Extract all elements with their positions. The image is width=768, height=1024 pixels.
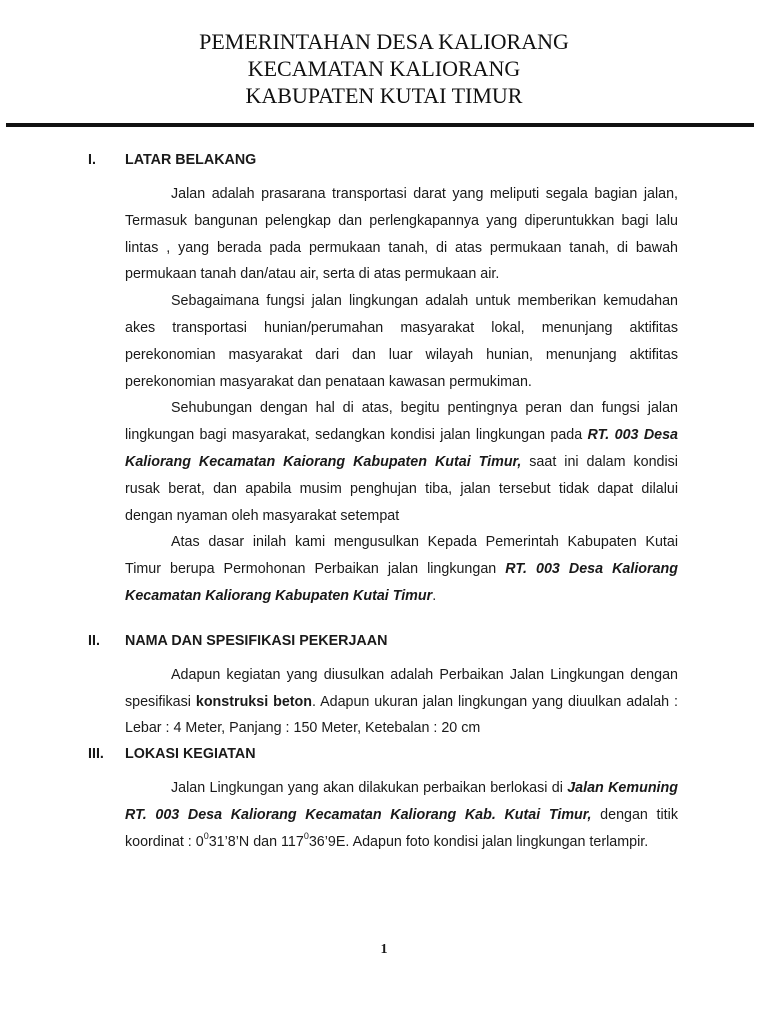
emphasis-location: RT. 003 Desa Kaliorang Kecamatan Kaliorang Kabupaten Kutai Timur <box>125 561 679 604</box>
degree-mark: 0 <box>203 830 209 841</box>
paragraph-text: 36’9E. Adapun foto kondisi jalan lingkungan terlampir. <box>308 833 649 850</box>
paragraph-text: Sehubungan dengan hal di atas, begitu pentingnya peran dan fungsi jalan lingkungan bagi masyarakat, sedangkan kondisi jalan lingkungan pada <box>125 400 678 444</box>
section-content <box>125 662 678 742</box>
paragraph-text: Jalan Lingkungan yang akan dilakukan perbaikan berlokasi di <box>171 780 568 797</box>
section-title: LOKASI KEGIATAN <box>125 746 256 763</box>
section-heading <box>88 742 678 766</box>
paragraph-text: . <box>432 587 437 604</box>
section-heading <box>88 148 678 172</box>
paragraph-text: 31’8’N dan 117 <box>208 833 304 850</box>
paragraph <box>125 529 678 609</box>
letterhead <box>0 28 768 109</box>
paragraph-text: Atas dasar inilah kami mengusulkan Kepada Pemerintah Kabupaten Kutai Timur berupa Permohonan Perbaikan jalan lingkungan <box>125 534 678 578</box>
emphasis-spec: konstruksi beton <box>195 693 312 710</box>
paragraph-text: dengan titik koordinat : 0 <box>125 806 678 850</box>
section-content <box>125 181 678 610</box>
page-number: 1 <box>380 942 388 957</box>
degree-mark: 0 <box>303 830 309 841</box>
paragraph-text: . Adapun ukuran jalan lingkungan yang diuulkan adalah : Lebar : 4 Meter, Panjang : 150 Meter, Ketebalan : 20 cm <box>125 693 679 737</box>
letterhead-village: PEMERINTAHAN DESA KALIORANG <box>199 29 569 54</box>
paragraph: Jalan adalah prasarana transportasi darat yang meliputi segala bagian jalan, Termasuk bangunan pelengkap dan perlengkapannya yang diperuntukkan bagi lalu lintas , yang berada pada permukaan tanah, di atas permukaan tanah, di bawah permukaan tanah dan/atau air, serta di atas permukaan air. <box>125 186 678 283</box>
letterhead-divider <box>6 123 754 127</box>
paragraph-text: Adapun kegiatan yang diusulkan adalah Perbaikan Jalan Lingkungan dengan spesifikasi <box>125 666 678 710</box>
emphasis-location: Jalan Kemuning RT. 003 Desa Kaliorang Kecamatan Kaliorang Kab. Kutai Timur, <box>125 780 678 823</box>
section-number: I. <box>88 152 96 168</box>
section-title: NAMA DAN SPESIFIKASI PEKERJAAN <box>125 632 388 649</box>
section-number: II. <box>88 632 100 649</box>
paragraph <box>125 775 678 855</box>
section-content <box>125 775 678 855</box>
paragraph <box>125 662 678 742</box>
paragraph <box>125 395 678 529</box>
paragraph-text: saat ini dalam kondisi rusak berat, dan apabila musim penghujan tiba, jalan tersebut tidak dapat dilalui dengan nyaman oleh masyarakat setempat <box>125 453 678 524</box>
section-heading <box>88 629 678 653</box>
paragraph: Sebagaimana fungsi jalan lingkungan adalah untuk memberikan kemudahan akes transportasi hunian/perumahan masyarakat lokal, menunjang aktifitas perekonomian masyarakat dari dan luar wilayah hunian, menunjang aktifitas perekonomian masyarakat dan penataan kawasan permukiman. <box>125 293 678 390</box>
emphasis-location: RT. 003 Desa Kaliorang Kecamatan Kaiorang Kabupaten Kutai Timur, <box>125 427 679 470</box>
letterhead-district: KECAMATAN KALIORANG <box>247 56 521 81</box>
document-body <box>88 148 678 856</box>
letterhead-regency: KABUPATEN KUTAI TIMUR <box>245 83 523 108</box>
section-title: LATAR BELAKANG <box>125 152 257 168</box>
section-number: III. <box>88 746 104 763</box>
